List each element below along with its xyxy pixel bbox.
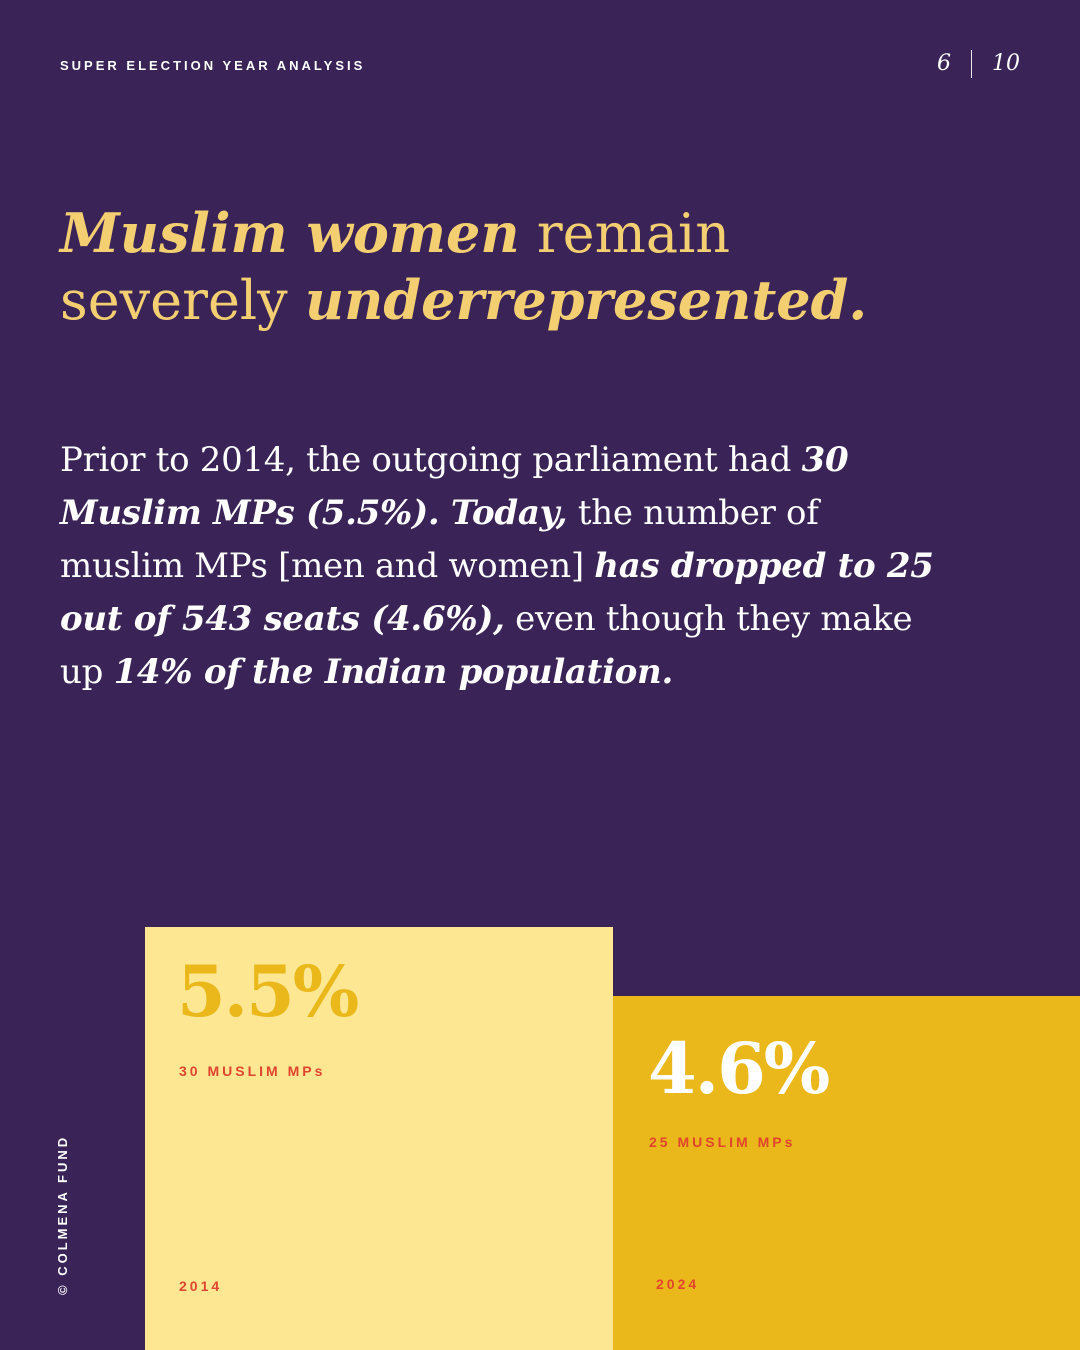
section-kicker: SUPER ELECTION YEAR ANALYSIS	[60, 58, 366, 73]
page-separator	[971, 50, 972, 78]
bar-value-label-2014: 5.5%	[177, 950, 358, 1033]
bar-sublabel-2014: 30 MUSLIM MPs	[179, 1063, 326, 1079]
body-emphasis-2: has dropped to 25 out of 543 seats (4.6%),	[60, 546, 934, 639]
body-text-3: even though they make up	[60, 599, 913, 692]
body-text-1: Prior to 2014, the outgoing parliament had	[60, 440, 802, 480]
bar-value-label-2024: 4.6%	[648, 1027, 829, 1110]
page-indicator	[937, 50, 1020, 78]
category-label-2014: 2014	[179, 1278, 223, 1294]
headline	[60, 200, 960, 334]
headline-middle: remain severely	[60, 202, 731, 332]
category-label-2024: 2024	[656, 1276, 700, 1292]
headline-emphasis-end: underrepresented.	[304, 268, 868, 332]
headline-emphasis: Muslim women	[60, 201, 520, 265]
bar-2024	[613, 996, 1080, 1350]
bar-2014	[145, 927, 613, 1350]
bar-sublabel-2024: 25 MUSLIM MPs	[649, 1134, 796, 1150]
body-text-2: the number of muslim MPs [men and women]	[60, 493, 819, 586]
page-total: 10	[992, 51, 1020, 76]
body-emphasis-1: 30 Muslim MPs (5.5%). Today,	[60, 440, 849, 533]
page-current: 6	[937, 51, 951, 76]
body-paragraph	[60, 434, 940, 699]
credit-text: © COLMENA FUND	[55, 1134, 70, 1295]
body-emphasis-3: 14% of the Indian population.	[113, 652, 674, 692]
